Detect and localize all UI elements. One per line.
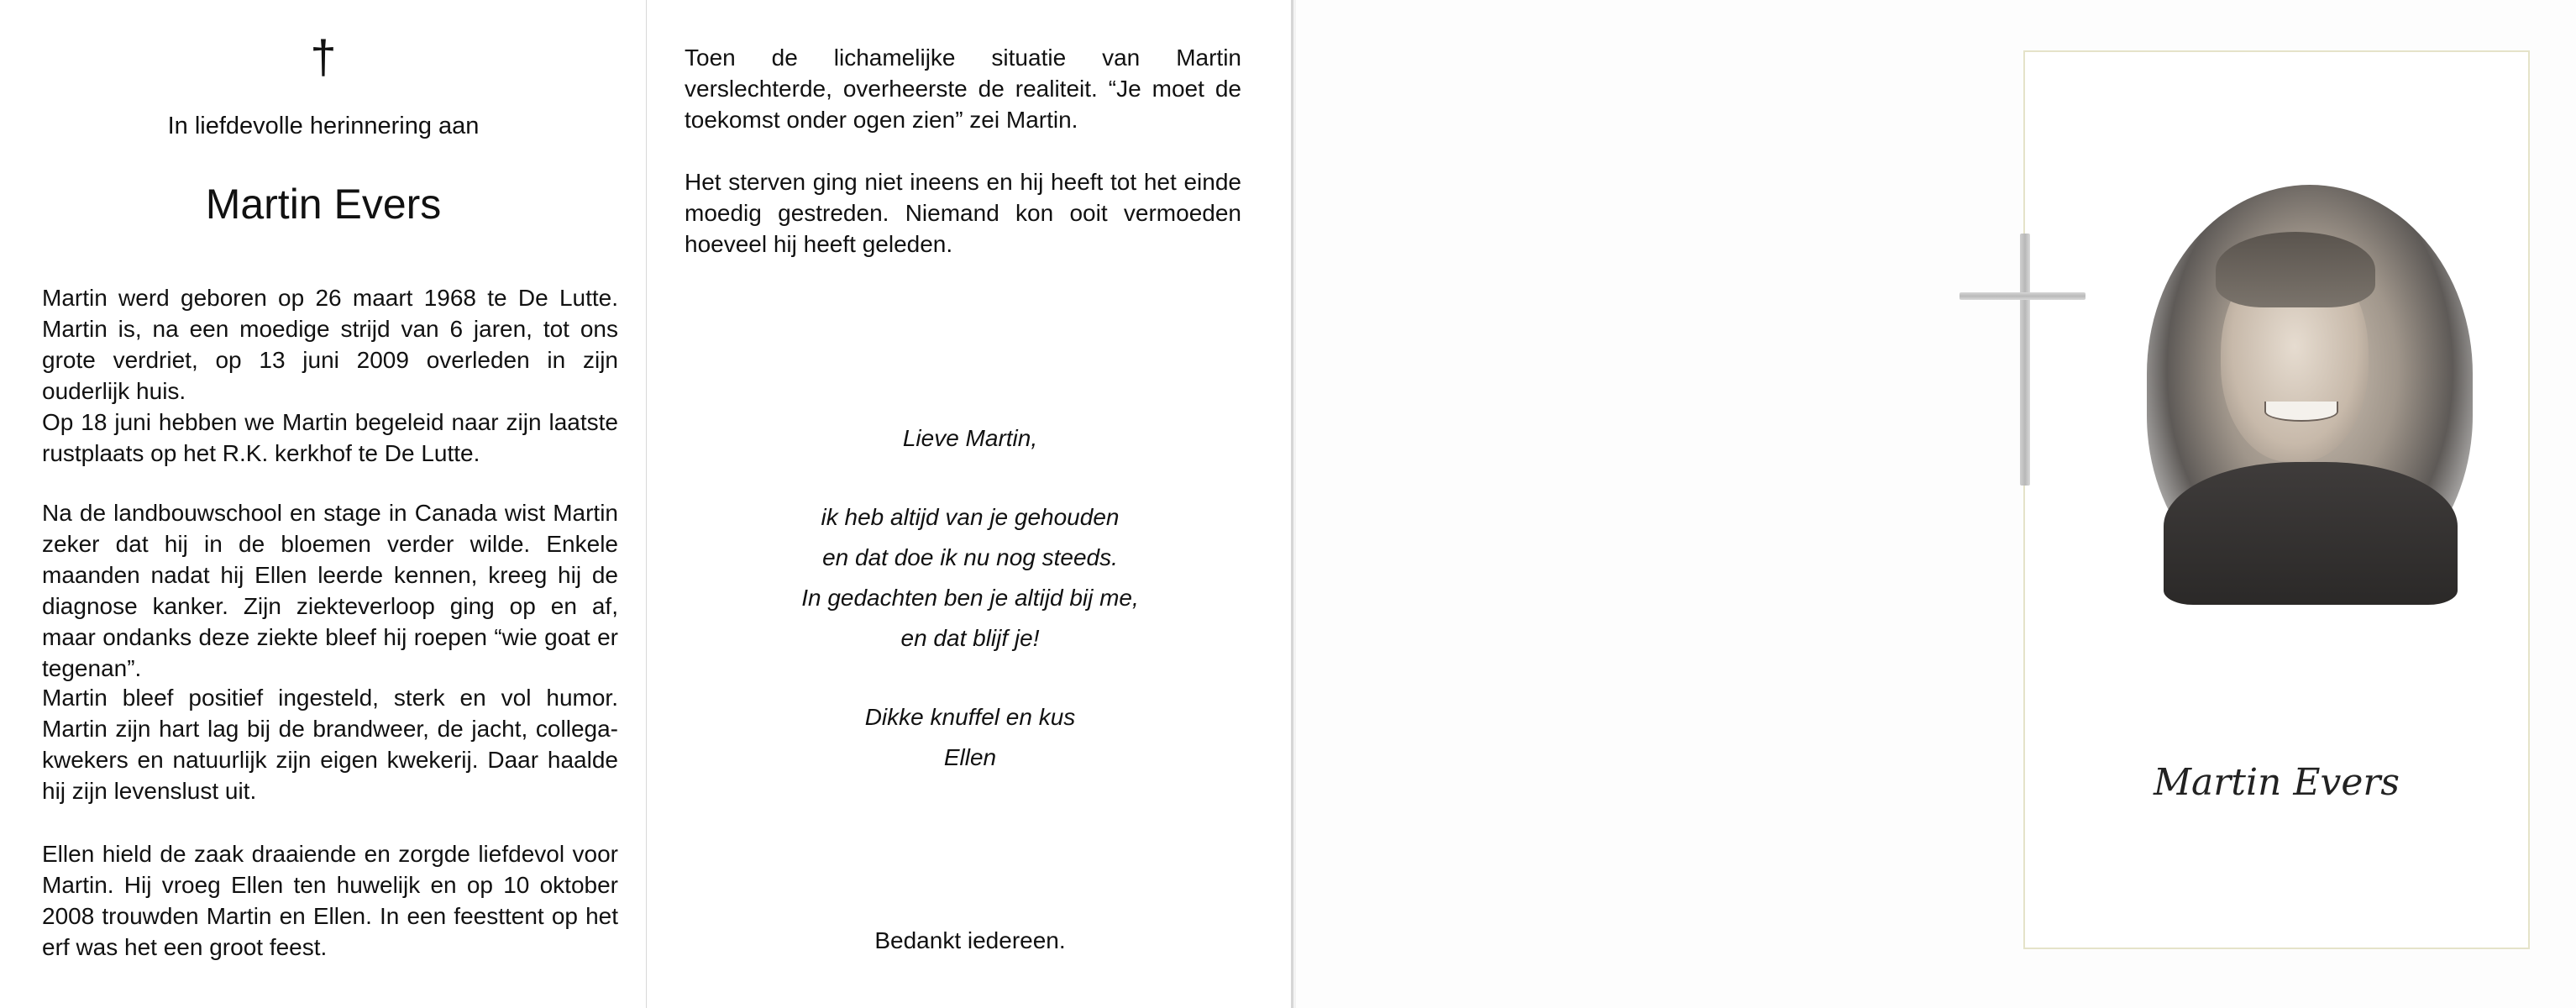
paragraph-dying: Het sterven ging niet ineens en hij heeft tot het einde moedig gestreden. Niemand kon ooit vermoeden hoeveel hij heeft geleden. bbox=[685, 169, 1241, 257]
in-memory-heading: In liefdevolle herinnering aan bbox=[167, 113, 480, 139]
portrait-hair bbox=[2216, 232, 2375, 307]
poem-line: en dat doe ik nu nog steeds. bbox=[822, 544, 1118, 570]
portrait-smile bbox=[2264, 402, 2338, 422]
left-page bbox=[0, 0, 647, 1008]
cross-symbol: † bbox=[310, 30, 337, 83]
paragraph-burial: Op 18 juni hebben we Martin begeleid naar zijn laatste rustplaats op het R.K. kerkhof te De Lutte. bbox=[42, 409, 618, 466]
paragraph-marriage: Ellen hield de zaak draaiende en zorgde liefdevol voor Martin. Hij vroeg Ellen ten huwelijk en op 10 oktober 2008 trouwden Martin en Ellen. In een feesttent op het erf was het een groot feest. bbox=[42, 841, 618, 960]
silver-cross-icon bbox=[2020, 234, 2030, 486]
card-front bbox=[1296, 0, 2576, 1008]
paragraph-reality: Toen de lichamelijke situatie van Martin verslechterde, overheerste de realiteit. “Je moet de toekomst onder ogen zien” zei Martin. bbox=[685, 45, 1241, 133]
poem-closing: Dikke knuffel en kus bbox=[864, 704, 1076, 730]
card-name-script: Martin Evers bbox=[2153, 761, 2400, 804]
silver-cross-bar bbox=[1960, 292, 2085, 300]
poem-line: en dat blijf je! bbox=[900, 625, 1040, 651]
poem-signature: Ellen bbox=[943, 744, 997, 770]
deceased-name: Martin Evers bbox=[205, 181, 442, 228]
poem-line: In gedachten ben je altijd bij me, bbox=[801, 585, 1139, 611]
paragraph-illness: Na de landbouwschool en stage in Canada wist Martin zeker dat hij in de bloemen verder wilde. Enkele maanden nadat hij Ellen leerde kennen, kreeg hij de diagnose kanker. Zijn ziekteverloop ging op en af, maar ondanks deze ziekte bleef hij roepen “wie goat er tegenan”. bbox=[42, 500, 618, 681]
poem-line: ik heb altijd van je gehouden bbox=[821, 504, 1120, 530]
paragraph-birth: Martin werd geboren op 26 maart 1968 te De Lutte. Martin is, na een moedige strijd van 6 jaren, tot ons grote verdriet, op 13 juni 2009 overleden in zijn ouderlijk huis. bbox=[42, 285, 618, 404]
middle-page bbox=[647, 0, 1293, 1008]
thanks-line: Bedankt iedereen. bbox=[874, 927, 1066, 953]
portrait-photo bbox=[2147, 185, 2473, 605]
paragraph-character: Martin bleef positief ingesteld, sterk en vol humor. Martin zijn hart lag bij de brandweer, de jacht, collega-kwekers en natuurlijk zijn eigen kwekerij. Daar haalde hij zijn levenslust uit. bbox=[42, 685, 618, 804]
poem-greeting: Lieve Martin, bbox=[902, 425, 1038, 451]
portrait-shirt bbox=[2164, 462, 2458, 605]
